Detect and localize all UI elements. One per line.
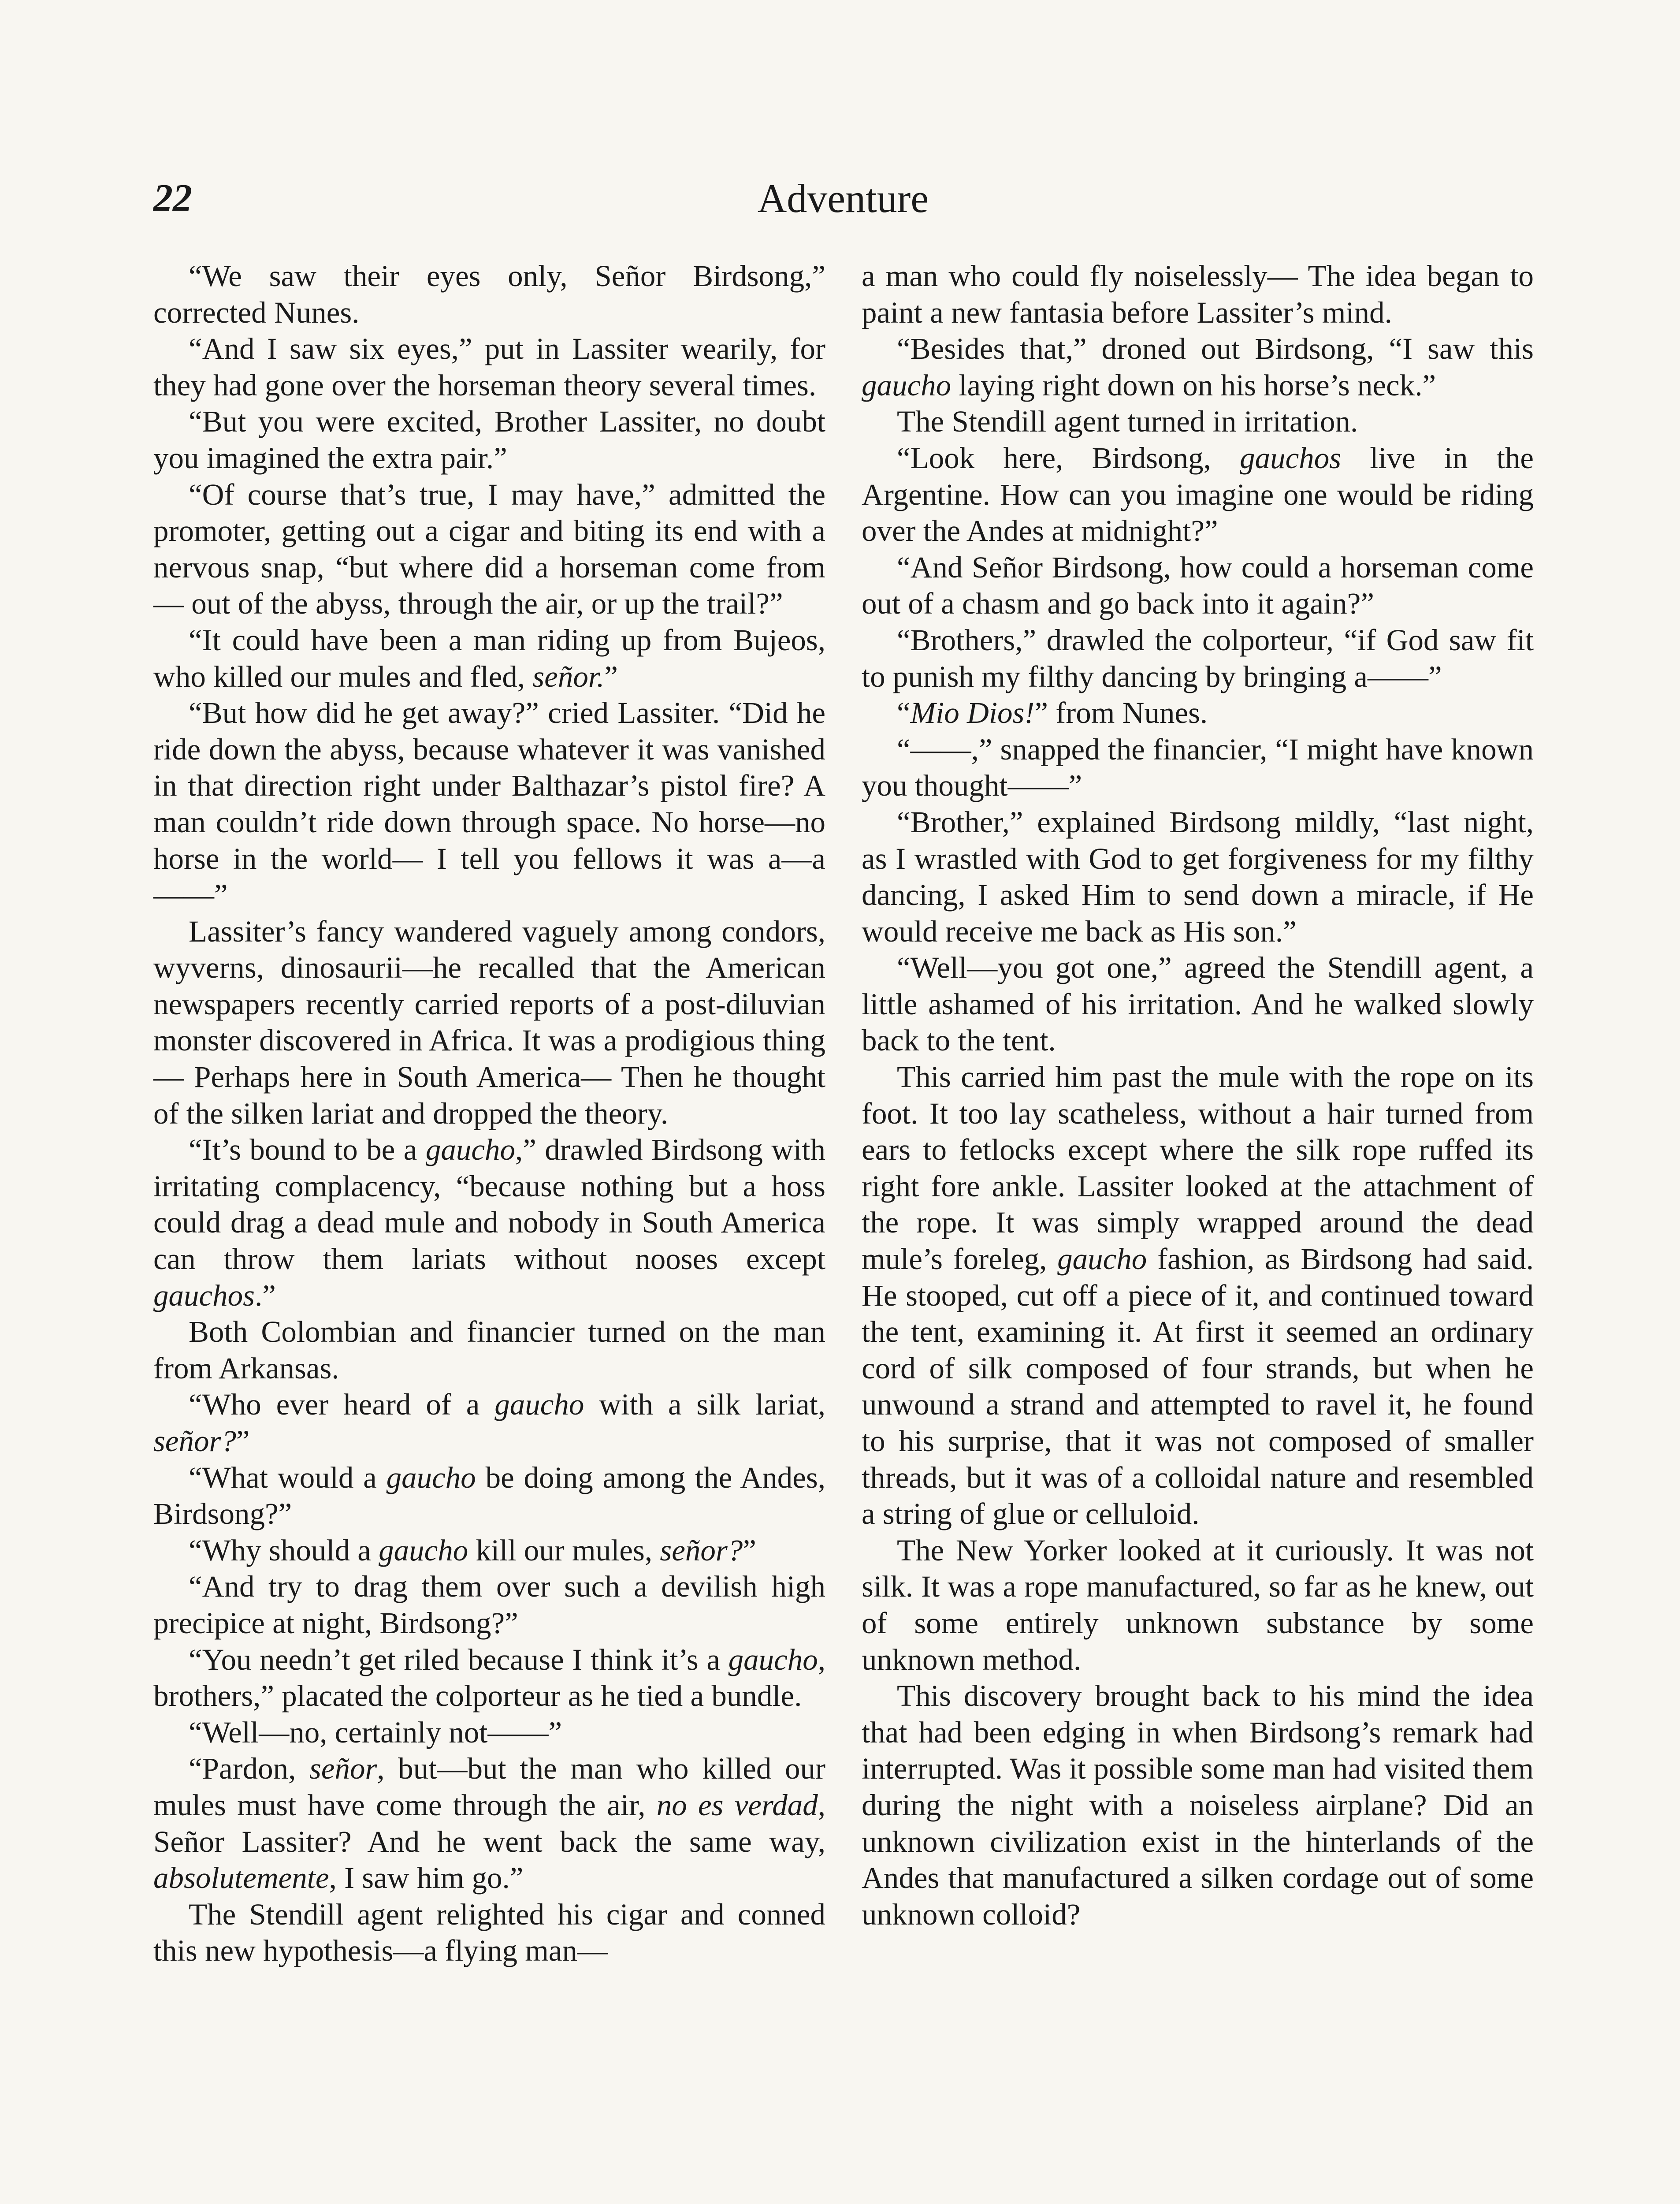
italic-text: Mio Dios! — [910, 696, 1035, 730]
paragraph: “Why should a gaucho kill our mules, señor?” — [189, 1533, 756, 1567]
paragraph: “But how did he get away?” cried Lassiter. “Did he ride down the abyss, because whatever it was vanished in that direction right under Balthazar’s pistol fire? A man couldn’t ride down through space. No horse—no horse in the world— I tell you fellows it was a—a——” — [153, 696, 825, 912]
italic-text: gaucho — [494, 1388, 584, 1422]
paragraph: The New Yorker looked at it curiously. It was not silk. It was a rope manufactured, so far as he knew, out of some entirely unknown substance by some unknown method. — [862, 1533, 1534, 1676]
paragraph: “It’s bound to be a gaucho,” drawled Birdsong with irritating complacency, “because nothing but a hoss could drag a dead mule and nobody in South America can throw them lariats without nooses except gauchos.” — [153, 1133, 826, 1312]
italic-text: no es verdad — [656, 1788, 818, 1822]
page-number: 22 — [153, 177, 192, 220]
paragraph: “You needn’t get riled because I think it’s a gaucho, brothers,” placated the colporteur as he tied a bundle. — [153, 1642, 825, 1713]
paragraph: “And I saw six eyes,” put in Lassiter wearily, for they had gone over the horseman theory several times. — [153, 332, 825, 402]
paragraph: This discovery brought back to his mind the idea that had been edging in when Birdsong’s remark had interrupted. Was it possible some man had visited them during the night with a noiseless airplane? Did an unknown civilization exist in the hinterlands of the Andes that manufactured a silken cordage out of some unknown colloid? — [862, 1679, 1534, 1931]
italic-text: gaucho — [425, 1133, 515, 1167]
paragraph: “Look here, Birdsong, gauchos live in the Argentine. How can you imagine one would be riding over the Andes at midnight?” — [862, 441, 1534, 548]
paragraph: “We saw their eyes only, Señor Birdsong,” corrected Nunes. — [153, 259, 825, 329]
italic-text: gauchos — [153, 1278, 255, 1312]
italic-text: gaucho — [862, 368, 952, 402]
paragraph: “What would a gaucho be doing among the Andes, Birdsong?” — [153, 1460, 825, 1531]
page-header — [153, 168, 1533, 229]
paragraph: “It could have been a man riding up from Bujeos, who killed our mules and fled, señor.” — [153, 623, 825, 693]
paragraph: The Stendill agent relighted his cigar and conned this new hypothesis—a flying man— — [153, 1897, 825, 1968]
paragraph: “Brothers,” drawled the colporteur, “if God saw fit to punish my filthy dancing by bringing a——” — [862, 623, 1534, 693]
italic-text: gauchos — [1240, 441, 1342, 475]
italic-text: gaucho — [386, 1460, 476, 1494]
paragraph: a man who could fly noiselessly— The idea began to paint a new fantasia before Lassiter’s mind. — [862, 259, 1534, 329]
paragraph: Lassiter’s fancy wandered vaguely among condors, wyverns, dinosaurii—he recalled that the American newspapers recently carried reports of a post-diluvian monster discovered in Africa. It was a prodigious thing— Perhaps here in South America— Then he thought of the silken lariat and dropped the theory. — [153, 914, 825, 1130]
italic-text: gaucho — [1057, 1242, 1147, 1276]
paragraph: “Mio Dios!” from Nunes. — [897, 696, 1208, 730]
paragraph: The Stendill agent turned in irritation. — [897, 405, 1358, 439]
italic-text: gaucho — [728, 1642, 818, 1676]
paragraph: “Pardon, señor, but—but the man who killed our mules must have come through the air, no es verdad, Señor Lassiter? And he went back the same way, absolutemente, I saw him go.” — [153, 1752, 825, 1895]
italic-text: gaucho — [379, 1533, 468, 1567]
italic-text: absolutemente — [153, 1861, 329, 1895]
italic-text: señor. — [532, 659, 605, 693]
paragraph: “Besides that,” droned out Birdsong, “I saw this gaucho laying right down on his horse’s neck.” — [862, 332, 1534, 402]
paragraph: “Well—no, certainly not——” — [189, 1715, 562, 1749]
italic-text: señor? — [153, 1424, 236, 1458]
paragraph: “And Señor Birdsong, how could a horseman come out of a chasm and go back into it again?” — [862, 550, 1534, 621]
italic-text: señor — [309, 1752, 377, 1786]
paragraph: “But you were excited, Brother Lassiter, no doubt you imagined the extra pair.” — [153, 405, 825, 475]
paragraph: This carried him past the mule with the rope on its foot. It too lay scatheless, without a hair turned from ears to fetlocks except where the silk rope ruffed its right fore ankle. Lassiter looked at the attachment of the rope. It was simply wrapped around the dead mule’s foreleg, gaucho fashion, as Birdsong had said. He stooped, cut off a piece of it, and continued toward the tent, examining it. At first it seemed an ordinary cord of silk composed of four strands, but when he unwound a strand and attempted to ravel it, he found to his surprise, that it was not composed of smaller threads, but it was of a colloidal nature and resembled a string of glue or celluloid. — [862, 1060, 1534, 1531]
paragraph: “Brother,” explained Birdsong mildly, “last night, as I wrastled with God to get forgiveness for my filthy dancing, I asked Him to send down a miracle, if He would receive me back as His son.” — [862, 805, 1534, 948]
italic-text: señor? — [660, 1533, 743, 1567]
paragraph: “Who ever heard of a gaucho with a silk lariat, señor?” — [153, 1388, 825, 1458]
left-column — [153, 258, 825, 1969]
paragraph: “——,” snapped the financier, “I might have known you thought——” — [862, 732, 1534, 803]
paragraph: Both Colombian and financier turned on the man from Arkansas. — [153, 1315, 825, 1385]
paragraph: “And try to drag them over such a devilish high precipice at night, Birdsong?” — [153, 1570, 825, 1640]
paragraph: “Of course that’s true, I may have,” admitted the promoter, getting out a cigar and biting its end with a nervous snap, “but where did a horseman come from— out of the abyss, through the air, or up the trail?” — [153, 477, 825, 621]
running-title: Adventure — [757, 176, 929, 221]
right-column — [862, 258, 1534, 1932]
paragraph: “Well—you got one,” agreed the Stendill agent, a little ashamed of his irritation. And he walked slowly back to the tent. — [862, 951, 1534, 1057]
